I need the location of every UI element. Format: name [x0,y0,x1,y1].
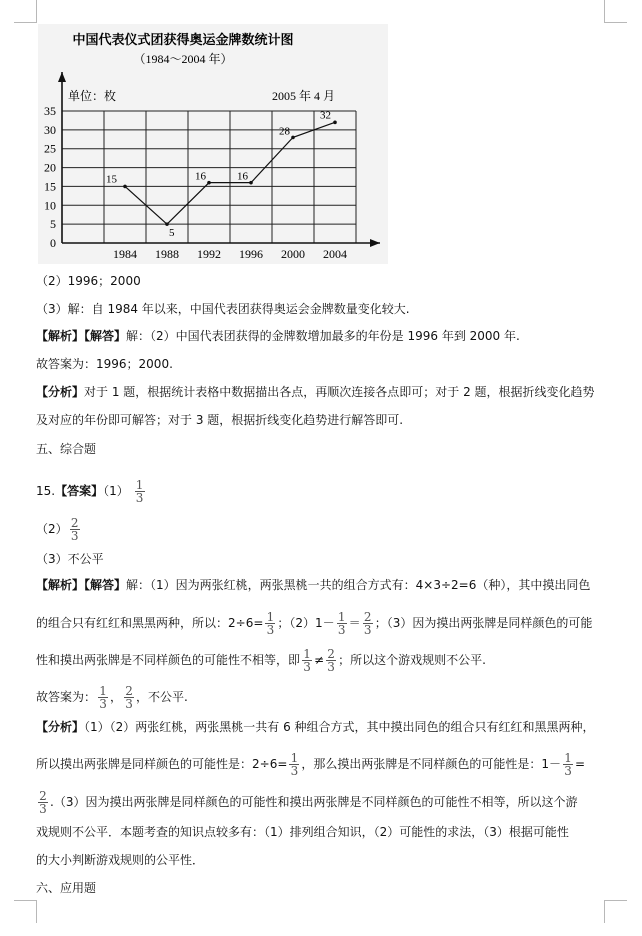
fraction [70,517,80,542]
fraction [98,685,108,710]
numerator: 1 [337,610,346,624]
solution-text: ；（2）1－ [277,616,335,630]
x-tick-label: 1988 [155,247,179,261]
denominator: 3 [363,623,372,637]
numerator: 2 [125,684,133,698]
y-tick-label: 0 [50,236,56,250]
x-tick-label: 2004 [323,247,347,261]
denominator: 3 [266,623,275,637]
data-label: 15 [106,173,117,186]
solution-text: 解：（1）因为两张红桃，两张黑桃一共的组合方式有：4×3÷2=6（种），其中摸出同色 [126,578,591,592]
solution-text: ≠ [314,653,325,667]
summary-text: ， [110,690,123,704]
chart-unit-label: 单位：枚 [68,89,117,103]
denominator: 3 [70,529,79,543]
question-15-part2 [36,517,82,542]
data-point [165,222,169,226]
analysis-text: = [575,757,586,771]
fraction [326,648,336,673]
data-label: 28 [279,125,290,138]
x-tick-label: 2000 [281,247,305,261]
data-label: 16 [195,170,206,183]
numerator: 1 [99,684,107,698]
data-point [333,121,337,125]
analysis-tag: 【分析】 [36,720,85,734]
data-point [249,181,253,185]
denominator: 3 [337,623,346,637]
fraction [302,648,312,673]
denominator: 3 [290,764,299,778]
page-corner-mark [604,0,627,23]
fraction [265,611,275,636]
solution-text: 的组合只有红红和黑黑两种，所以：2÷6= [36,616,264,630]
denominator: 3 [303,660,311,674]
denominator: 3 [99,697,107,711]
numerator: 2 [327,647,335,661]
solution-text: 性和摸出两张牌是不同样颜色的可能性不相等，即 [36,653,301,667]
answer-summary: 故答案为：1996；2000. [36,357,173,371]
analysis-tag: 【分析】 [36,385,85,399]
numerator: 1 [135,478,144,492]
numerator: 1 [290,751,299,765]
answer-line: （3）解：自 1984 年以来，中国代表团获得奥运会金牌数量变化较大. [36,302,410,316]
part-label: （2） [36,522,68,536]
analysis-text: ，那么摸出两张牌是不同样颜色的可能性是：1－ [301,757,562,771]
chart-title: 中国代表仪式团获得奥运金牌数统计图 [72,32,294,47]
analysis-text: 对于 1 题，根据统计表格中数据描出各点，再顺次连接各点即可；对于 2 题，根据折线变化趋势 [84,385,595,399]
section-heading: 五、综合题 [36,442,97,456]
answer-summary [36,685,188,710]
solution-line [36,611,592,636]
x-tick-label: 1996 [239,247,263,261]
y-tick-label: 30 [44,122,56,137]
data-point [123,185,127,189]
analysis-line [36,790,577,815]
y-tick-label: 25 [44,141,56,156]
fraction [135,479,145,504]
analysis-line [36,328,520,344]
fraction [337,611,347,636]
denominator: 3 [125,697,133,711]
y-tick-label: 15 [44,179,56,194]
question-15-part3: （3）不公平 [36,552,104,566]
page-corner-mark [604,900,627,923]
answer-line: （2）1996；2000 [36,274,141,288]
solution-text: ；所以这个游戏规则不公平. [338,653,486,667]
analysis-line: 戏规则不公平．本题考查的知识点较多有：（1）排列组合知识，（2）可能性的求法，（3）根据可能性 [36,825,569,839]
analysis-tag: 【解析】【解答】 [36,329,127,343]
fraction [563,752,573,777]
question-number: 15. [36,484,56,498]
fraction [38,790,48,815]
fraction [363,611,373,636]
data-label: 5 [169,227,175,240]
analysis-line [36,719,595,735]
chart-subtitle: （1984～2004 年） [133,52,233,66]
denominator: 3 [564,764,572,778]
y-tick-label: 10 [44,198,56,213]
denominator: 3 [135,491,144,505]
solution-tag: 【解析】【解答】 [36,578,127,592]
solution-line [36,577,590,593]
y-tick-label: 5 [50,217,56,232]
summary-text: 故答案为： [36,690,97,704]
y-tick-label: 20 [44,160,56,175]
analysis-line [36,752,585,777]
solution-line [36,648,486,673]
denominator: 3 [39,802,47,816]
analysis-text: 解：（2）中国代表团获得的金牌数增加最多的年份是 1996 年到 2000 年. [126,329,520,343]
fraction [124,685,134,710]
part-label: （1） [103,484,129,498]
denominator: 3 [327,660,335,674]
data-point [291,136,295,140]
numerator: 2 [363,610,372,624]
numerator: 1 [303,647,311,661]
solution-text: ；（3）因为摸出两张牌是同样颜色的可能 [374,616,593,630]
y-tick-label: 35 [44,104,56,118]
page-corner-mark [14,900,37,923]
analysis-line [36,384,595,400]
numerator: 2 [70,516,79,530]
solution-text: ＝ [348,616,361,630]
x-tick-label: 1984 [113,247,137,261]
answer-tag: 【答案】 [55,484,104,498]
gold-medal-line-chart [38,24,388,264]
analysis-line: 的大小判断游戏规则的公平性． [36,853,205,867]
numerator: 1 [266,610,275,624]
analysis-text: 所以摸出两张牌是同样颜色的可能性是：2÷6= [36,757,288,771]
analysis-text: （1）（2）两张红桃，两张黑桃一共有 6 种组合方式，其中摸出同色的组合只有红红和黑黑两种， [84,720,595,734]
numerator: 2 [39,789,47,803]
summary-text: ，不公平. [136,690,188,704]
data-point [207,181,211,185]
chart-date-label: 2005 年 4 月 [272,89,336,103]
data-label: 32 [320,109,331,122]
data-label: 16 [237,170,248,183]
analysis-text: .（3）因为摸出两张牌是同样颜色的可能性和摸出两张牌是不同样颜色的可能性不相等，所以这个游 [50,795,578,809]
x-tick-label: 1992 [197,247,221,261]
analysis-line: 及对应的年份即可解答；对于 3 题，根据折线变化趋势进行解答即可. [36,413,404,427]
numerator: 1 [564,751,572,765]
question-15-answer [36,479,147,504]
fraction [289,752,299,777]
page-corner-mark [14,0,37,23]
section-heading: 六、应用题 [36,881,97,895]
